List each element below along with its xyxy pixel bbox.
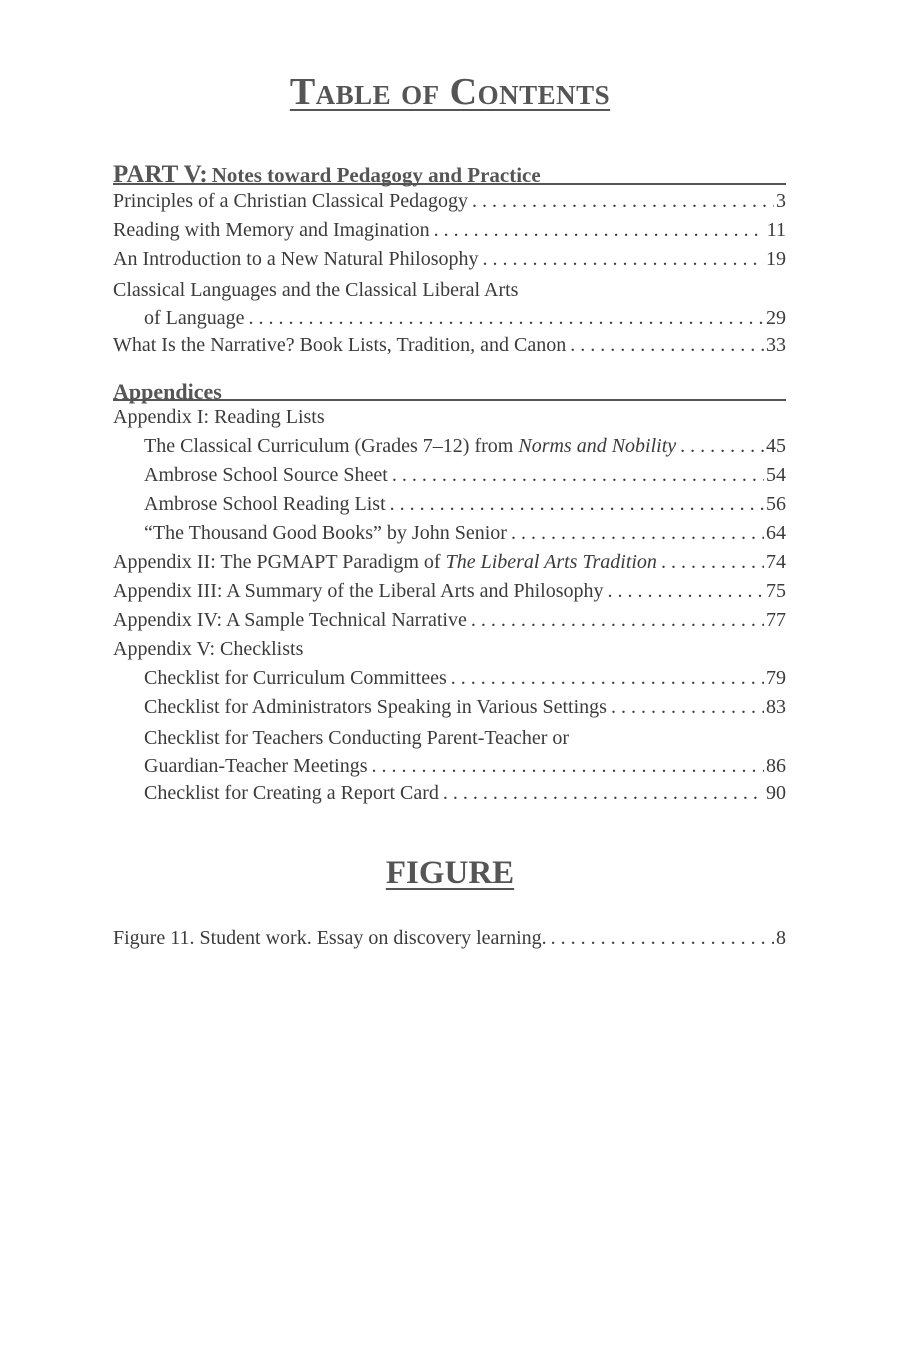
- toc-entry[interactable]: What Is the Narrative? Book Lists, Tradition, and Canon . . . 33: [113, 331, 786, 360]
- page-number: 79: [766, 667, 786, 689]
- appendices-section: [113, 371, 786, 808]
- toc-entry[interactable]: Ambrose School Source Sheet . . . 54: [113, 461, 786, 490]
- page-number: 77: [766, 609, 786, 631]
- page-number: 74: [766, 551, 786, 573]
- page-number: 83: [766, 696, 786, 718]
- toc-entry-line1[interactable]: Checklist for Teachers Conducting Parent-Teacher or: [144, 727, 570, 749]
- page-number: 3: [776, 190, 786, 212]
- page-number: 56: [766, 493, 786, 515]
- toc-entry[interactable]: The Classical Curriculum (Grades 7–12) from Norms and Nobility . . . 45: [113, 432, 786, 461]
- toc-entry[interactable]: Appendix IV: A Sample Technical Narrative . . . 77: [113, 606, 786, 635]
- toc-entry[interactable]: of Language . . . 29: [113, 305, 786, 331]
- page-number: 54: [766, 464, 786, 486]
- toc-entry[interactable]: Principles of a Christian Classical Pedagogy . . . 3: [113, 187, 786, 216]
- part-v-heading-rest: Notes toward Pedagogy and Practice: [211, 163, 541, 187]
- toc-entry[interactable]: Checklist for Administrators Speaking in Various Settings . . . 83: [113, 693, 786, 722]
- part-v-heading: [113, 155, 786, 188]
- figures-heading: FIGURE: [385, 855, 515, 891]
- appendices-heading: Appendices: [113, 371, 786, 401]
- toc-entry[interactable]: Ambrose School Reading List . . . 56: [113, 490, 786, 519]
- part-v-heading-lead: PART V:: [113, 161, 208, 188]
- page-number: 86: [766, 755, 786, 777]
- part-v-section: [113, 155, 786, 360]
- toc-entry[interactable]: Appendix III: A Summary of the Liberal Arts and Philosophy . . . 75: [113, 577, 786, 606]
- figures-section: [113, 924, 786, 953]
- page-number: 64: [766, 522, 786, 544]
- appendix-v-title[interactable]: Appendix V: Checklists: [113, 638, 304, 660]
- page-number: 19: [766, 248, 786, 270]
- page-number: 8: [776, 927, 786, 949]
- page-number: 90: [766, 782, 786, 804]
- toc-entry-line1[interactable]: Classical Languages and the Classical Liberal Arts: [113, 279, 519, 301]
- toc-entry[interactable]: “The Thousand Good Books” by John Senior . . . 64: [113, 519, 786, 548]
- toc-entry[interactable]: Reading with Memory and Imagination . . . 11: [113, 216, 786, 245]
- page-number: 33: [766, 334, 786, 356]
- page-number: 75: [766, 580, 786, 602]
- page-number: 29: [766, 307, 786, 329]
- page-number: 45: [766, 435, 786, 457]
- toc-entry[interactable]: Figure 11. Student work. Essay on discovery learning. . . . 8: [113, 924, 786, 953]
- page-number: 11: [766, 219, 786, 241]
- toc-entry[interactable]: Checklist for Creating a Report Card . . . 90: [113, 779, 786, 808]
- toc-entry[interactable]: Guardian-Teacher Meetings . . . 86: [113, 753, 786, 779]
- toc-entry[interactable]: Appendix II: The PGMAPT Paradigm of The Liberal Arts Tradition . . . 74: [113, 548, 786, 577]
- toc-entry[interactable]: An Introduction to a New Natural Philosophy . . . 19: [113, 245, 786, 274]
- page-title: Table of Contents: [289, 71, 611, 113]
- toc-entry[interactable]: Checklist for Curriculum Committees . . . 79: [113, 664, 786, 693]
- appendix-i-title[interactable]: Appendix I: Reading Lists: [113, 406, 325, 428]
